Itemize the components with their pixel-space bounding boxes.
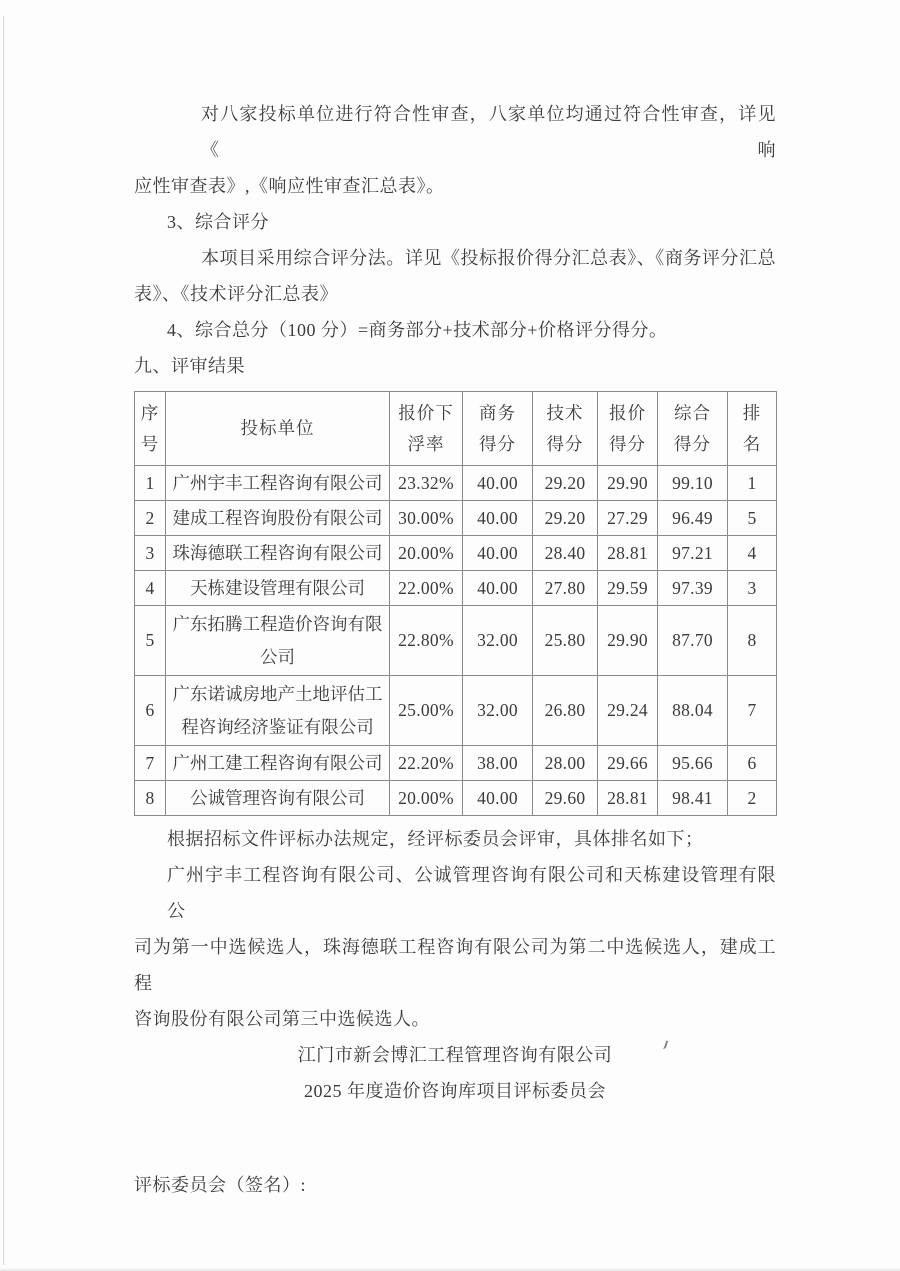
unit-name: 公诚管理咨询有限公司 [190, 787, 365, 808]
unit-name-line2: 程咨询经济鉴证有限公司 [181, 716, 374, 737]
table-row [135, 676, 777, 746]
cell-technical: 27.80 [533, 571, 598, 606]
cell-total: 95.66 [658, 746, 728, 781]
cell-business: 40.00 [463, 536, 533, 571]
document-content [134, 96, 776, 1203]
header-unit-label: 投标单位 [240, 418, 315, 438]
unit-name-line1: 广东拓腾工程造价咨询有限 [172, 613, 383, 634]
cell-business: 32.00 [463, 606, 533, 676]
cell-price: 29.90 [598, 606, 658, 676]
cell-rank: 6 [728, 746, 777, 781]
cell-rate: 20.00% [390, 781, 463, 816]
item-4-formula: 4、综合总分（100 分）=商务部分+技术部分+价格评分得分。 [167, 320, 668, 340]
header-price-score [598, 392, 658, 466]
conclusion-line2: 广州宇丰工程咨询有限公司、公诚管理咨询有限公司和天栋建设管理有限公 [167, 865, 776, 921]
cell-technical: 28.00 [533, 746, 598, 781]
cell-price: 28.81 [598, 536, 658, 571]
cell-rank: 2 [728, 781, 777, 816]
cell-rank: 8 [728, 606, 777, 676]
header-seq-line2: 号 [140, 433, 160, 454]
cell-unit [166, 606, 390, 676]
cell-unit [166, 676, 390, 746]
cell-technical: 29.20 [533, 466, 598, 501]
cell-total: 87.70 [658, 606, 728, 676]
conclusion-line4: 咨询股份有限公司第三中选候选人。 [134, 1009, 430, 1029]
cell-technical: 29.60 [533, 781, 598, 816]
unit-name: 天栋建设管理有限公司 [190, 577, 365, 598]
cell-price: 29.66 [598, 746, 658, 781]
cell-seq: 1 [135, 466, 166, 501]
cell-rate: 20.00% [390, 536, 463, 571]
table-row [135, 466, 777, 501]
cell-rate: 30.00% [390, 501, 463, 536]
signature-label: 评标委员会（签名）: [134, 1175, 307, 1195]
cell-price: 27.29 [598, 501, 658, 536]
unit-name-line1: 广东诺诚房地产土地评估工 [172, 683, 383, 704]
header-rank-line2: 名 [742, 433, 762, 454]
cell-seq: 8 [135, 781, 166, 816]
evaluation-results-table [134, 391, 777, 816]
header-technical-line1: 技术 [546, 402, 584, 423]
cell-unit [166, 746, 390, 781]
paragraph-method-line1: 本项目采用综合评分法。详见《投标报价得分汇总表》、《商务评分汇总 [201, 248, 776, 268]
cell-rate: 22.20% [390, 746, 463, 781]
cell-total: 99.10 [658, 466, 728, 501]
cell-price: 28.81 [598, 781, 658, 816]
header-unit [166, 392, 390, 466]
cell-price: 29.59 [598, 571, 658, 606]
paragraph-method-line2: 表》、《技术评分汇总表》 [134, 284, 338, 304]
organization-name: 江门市新会博汇工程管理咨询有限公司 [297, 1045, 613, 1065]
header-technical-score [533, 392, 598, 466]
scan-edge-line [3, 16, 4, 1265]
cell-business: 40.00 [463, 501, 533, 536]
header-price-line2: 得分 [609, 433, 646, 454]
cell-business: 40.00 [463, 571, 533, 606]
cell-technical: 29.20 [533, 501, 598, 536]
header-seq-line1: 序 [140, 402, 160, 423]
cell-price: 29.90 [598, 466, 658, 501]
header-technical-line2: 得分 [546, 433, 584, 454]
table-row [135, 501, 777, 536]
cell-rate: 22.00% [390, 571, 463, 606]
cell-seq: 2 [135, 501, 166, 536]
cell-rank: 1 [728, 466, 777, 501]
cell-technical: 28.40 [533, 536, 598, 571]
table-header-row [135, 392, 777, 466]
cell-unit [166, 466, 390, 501]
cell-rate: 22.80% [390, 606, 463, 676]
cell-rate: 25.00% [390, 676, 463, 746]
table-row [135, 606, 777, 676]
cell-rank: 7 [728, 676, 777, 746]
cell-total: 88.04 [658, 676, 728, 746]
paragraph-compliance-line1: 对八家投标单位进行符合性审查，八家单位均通过符合性审查，详见《响 [201, 104, 776, 160]
cell-total: 96.49 [658, 501, 728, 536]
cell-total: 98.41 [658, 781, 728, 816]
cell-business: 40.00 [463, 466, 533, 501]
cell-price: 29.24 [598, 676, 658, 746]
table-row [135, 536, 777, 571]
header-rank [728, 392, 777, 466]
header-total-score [658, 392, 728, 466]
header-total-line1: 综合 [674, 402, 711, 423]
header-business-score [463, 392, 533, 466]
header-business-line2: 得分 [479, 433, 516, 454]
table-row [135, 571, 777, 606]
header-price-line1: 报价 [609, 402, 646, 423]
cell-unit [166, 571, 390, 606]
header-rate [390, 392, 463, 466]
unit-name: 广州工建工程咨询有限公司 [172, 752, 383, 773]
header-seq [135, 392, 166, 466]
cell-seq: 3 [135, 536, 166, 571]
cell-technical: 25.80 [533, 606, 598, 676]
cell-rank: 4 [728, 536, 777, 571]
section-9-title: 九、评审结果 [134, 356, 245, 376]
conclusion-line3: 司为第一中选候选人，珠海德联工程咨询有限公司为第二中选候选人，建成工程 [134, 937, 776, 993]
cell-business: 32.00 [463, 676, 533, 746]
header-rate-line2: 浮率 [407, 433, 445, 454]
cell-rank: 3 [728, 571, 777, 606]
header-total-line2: 得分 [674, 433, 711, 454]
cell-seq: 7 [135, 746, 166, 781]
unit-name-line2: 公司 [260, 646, 295, 667]
header-rank-line1: 排 [742, 402, 762, 423]
cell-business: 38.00 [463, 746, 533, 781]
cell-seq: 5 [135, 606, 166, 676]
conclusion-line1: 根据招标文件评标办法规定，经评标委员会评审，具体排名如下； [167, 829, 704, 849]
committee-name: 2025 年度造价咨询库项目评标委员会 [304, 1081, 606, 1101]
cell-technical: 26.80 [533, 676, 598, 746]
cell-unit [166, 501, 390, 536]
header-rate-line1: 报价下 [398, 402, 454, 423]
cell-rank: 5 [728, 501, 777, 536]
paragraph-compliance-line2: 应性审查表》,《响应性审查汇总表》。 [134, 176, 445, 196]
cell-seq: 4 [135, 571, 166, 606]
unit-name: 建成工程咨询股份有限公司 [172, 507, 383, 528]
item-3-heading: 3、综合评分 [167, 212, 269, 232]
unit-name: 广州宇丰工程咨询有限公司 [172, 472, 383, 493]
table-row [135, 746, 777, 781]
unit-name: 珠海德联工程咨询有限公司 [172, 542, 383, 563]
cell-business: 40.00 [463, 781, 533, 816]
cell-total: 97.21 [658, 536, 728, 571]
cell-total: 97.39 [658, 571, 728, 606]
cell-unit [166, 781, 390, 816]
cell-unit [166, 536, 390, 571]
header-business-line1: 商务 [479, 402, 516, 423]
table-row [135, 781, 777, 816]
cell-seq: 6 [135, 676, 166, 746]
cell-rate: 23.32% [390, 466, 463, 501]
